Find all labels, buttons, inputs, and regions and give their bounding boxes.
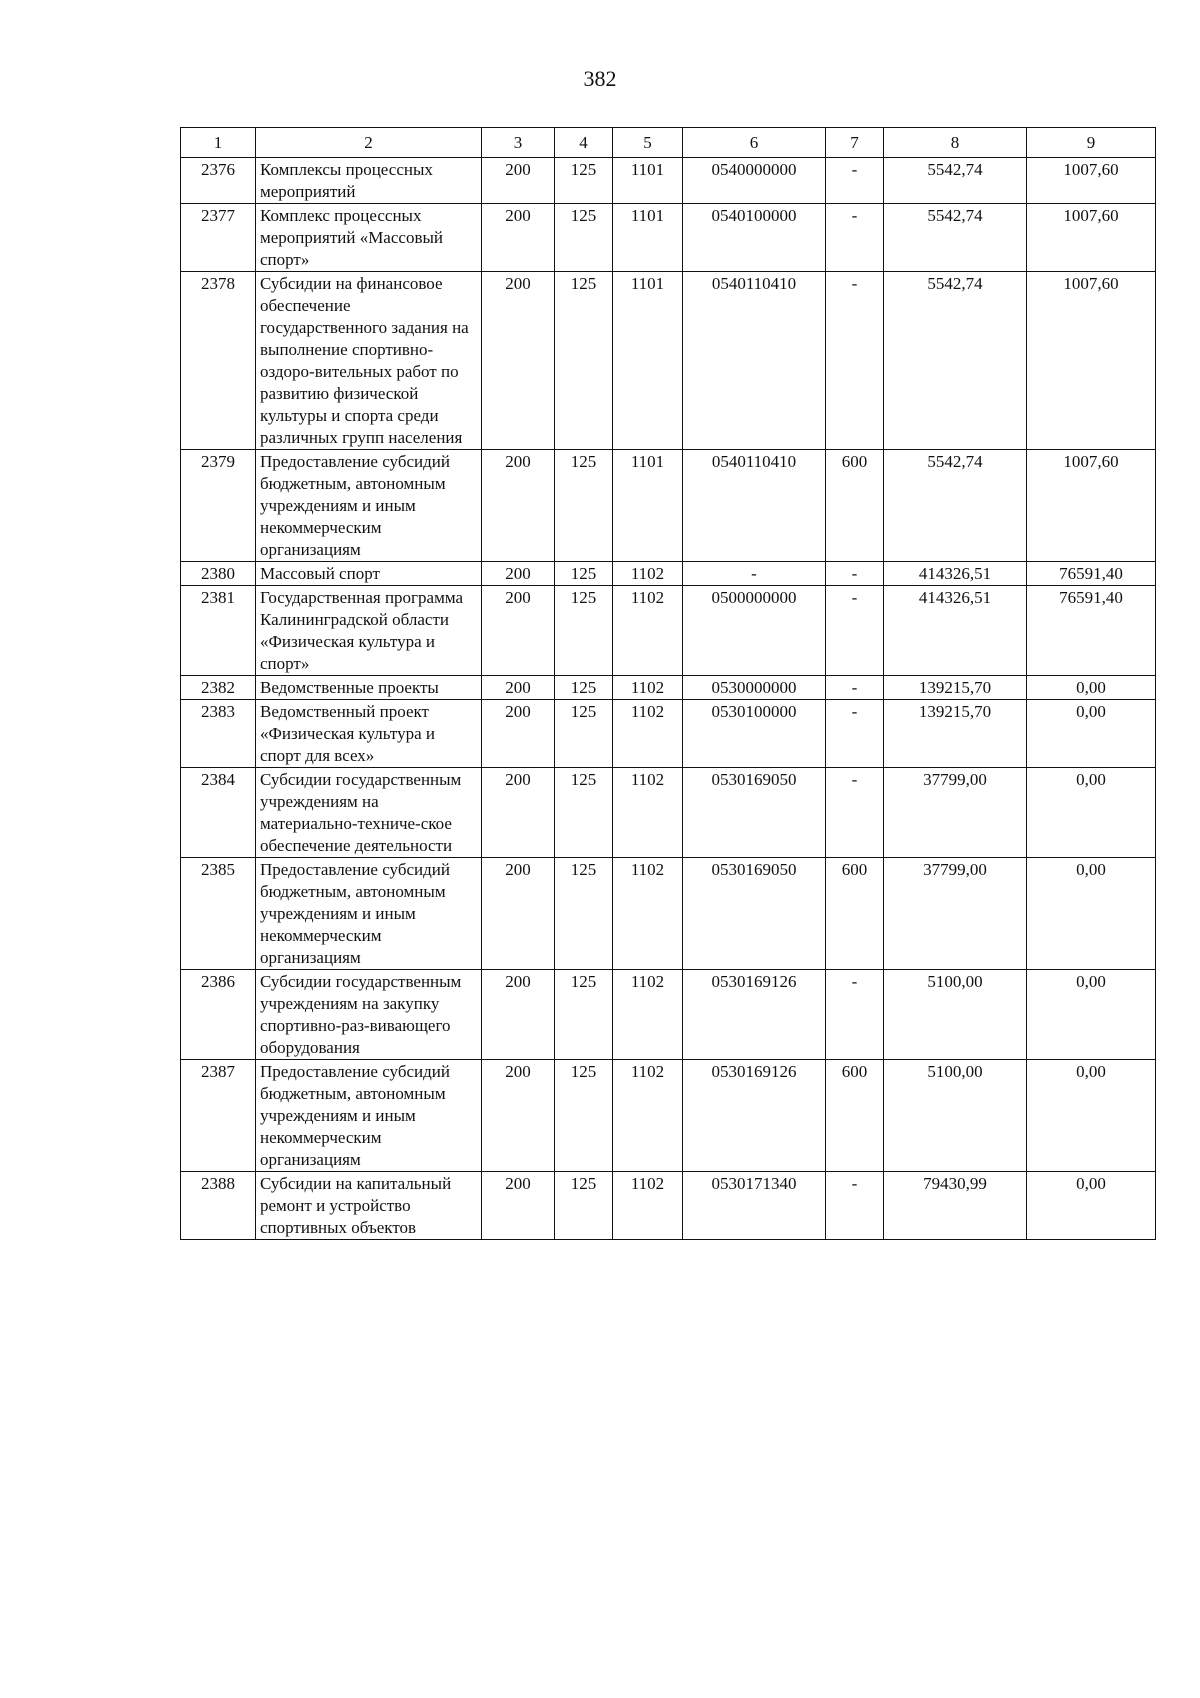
budget-table — [180, 127, 1156, 1240]
code-cell: 125 — [555, 1172, 613, 1240]
code-cell: 1102 — [613, 700, 683, 768]
row-number-cell: 2385 — [181, 858, 256, 970]
code-cell: 200 — [482, 272, 555, 450]
code-cell: 200 — [482, 586, 555, 676]
code-cell: - — [826, 970, 884, 1060]
code-cell: 125 — [555, 586, 613, 676]
amount-cell: 1007,60 — [1027, 204, 1156, 272]
code-cell: 125 — [555, 158, 613, 204]
table-row — [181, 676, 1156, 700]
row-number-cell: 2388 — [181, 1172, 256, 1240]
code-cell: 200 — [482, 450, 555, 562]
row-number-cell: 2376 — [181, 158, 256, 204]
code-cell: 125 — [555, 1060, 613, 1172]
amount-cell: 0,00 — [1027, 858, 1156, 970]
code-cell: - — [826, 562, 884, 586]
amount-cell: 5542,74 — [884, 272, 1027, 450]
code-cell: - — [826, 768, 884, 858]
column-header: 6 — [683, 128, 826, 158]
amount-cell: 414326,51 — [884, 586, 1027, 676]
code-cell: 125 — [555, 700, 613, 768]
code-cell: 1101 — [613, 204, 683, 272]
code-cell: 0540100000 — [683, 204, 826, 272]
code-cell: - — [826, 204, 884, 272]
row-name-cell: Субсидии на финансовое обеспечение государственного задания на выполнение спортивно-оздоро-вительных работ по развитию физической культуры и спорта среди различных групп населения — [256, 272, 482, 450]
table-row — [181, 858, 1156, 970]
code-cell: 200 — [482, 700, 555, 768]
row-name-cell: Массовый спорт — [256, 562, 482, 586]
table-row — [181, 562, 1156, 586]
amount-cell: 0,00 — [1027, 768, 1156, 858]
table-row — [181, 700, 1156, 768]
table-body — [181, 158, 1156, 1240]
code-cell: - — [826, 158, 884, 204]
code-cell: 1102 — [613, 586, 683, 676]
code-cell: 200 — [482, 204, 555, 272]
table-row — [181, 272, 1156, 450]
code-cell: 125 — [555, 204, 613, 272]
table-header-row — [181, 128, 1156, 158]
code-cell: - — [826, 586, 884, 676]
code-cell: 200 — [482, 858, 555, 970]
table-row — [181, 768, 1156, 858]
column-header: 1 — [181, 128, 256, 158]
amount-cell: 0,00 — [1027, 970, 1156, 1060]
table-row — [181, 970, 1156, 1060]
amount-cell: 37799,00 — [884, 768, 1027, 858]
table-row — [181, 586, 1156, 676]
code-cell: 0530169126 — [683, 970, 826, 1060]
code-cell: 125 — [555, 858, 613, 970]
code-cell: 200 — [482, 158, 555, 204]
code-cell: 1101 — [613, 272, 683, 450]
row-number-cell: 2378 — [181, 272, 256, 450]
table-row — [181, 204, 1156, 272]
row-number-cell: 2381 — [181, 586, 256, 676]
code-cell: 200 — [482, 676, 555, 700]
column-header: 3 — [482, 128, 555, 158]
code-cell: 0500000000 — [683, 586, 826, 676]
code-cell: - — [826, 1172, 884, 1240]
amount-cell: 0,00 — [1027, 1172, 1156, 1240]
table-row — [181, 158, 1156, 204]
code-cell: 0540110410 — [683, 450, 826, 562]
column-header: 8 — [884, 128, 1027, 158]
code-cell: 600 — [826, 450, 884, 562]
code-cell: 200 — [482, 1060, 555, 1172]
row-name-cell: Субсидии на капитальный ремонт и устройство спортивных объектов — [256, 1172, 482, 1240]
code-cell: 200 — [482, 768, 555, 858]
column-header: 9 — [1027, 128, 1156, 158]
amount-cell: 76591,40 — [1027, 562, 1156, 586]
amount-cell: 79430,99 — [884, 1172, 1027, 1240]
row-number-cell: 2387 — [181, 1060, 256, 1172]
column-header: 4 — [555, 128, 613, 158]
code-cell: 1102 — [613, 768, 683, 858]
code-cell: 600 — [826, 1060, 884, 1172]
row-name-cell: Предоставление субсидий бюджетным, автономным учреждениям и иным некоммерческим организациям — [256, 1060, 482, 1172]
amount-cell: 5542,74 — [884, 450, 1027, 562]
code-cell: 125 — [555, 272, 613, 450]
amount-cell: 5100,00 — [884, 970, 1027, 1060]
amount-cell: 0,00 — [1027, 676, 1156, 700]
row-name-cell: Предоставление субсидий бюджетным, автономным учреждениям и иным некоммерческим организациям — [256, 858, 482, 970]
code-cell: 125 — [555, 450, 613, 562]
code-cell: 200 — [482, 562, 555, 586]
code-cell: - — [826, 700, 884, 768]
amount-cell: 1007,60 — [1027, 158, 1156, 204]
code-cell: 1102 — [613, 676, 683, 700]
row-name-cell: Ведомственные проекты — [256, 676, 482, 700]
row-number-cell: 2379 — [181, 450, 256, 562]
row-name-cell: Субсидии государственным учреждениям на закупку спортивно-раз-вивающего оборудования — [256, 970, 482, 1060]
row-name-cell: Комплексы процессных мероприятий — [256, 158, 482, 204]
code-cell: - — [826, 676, 884, 700]
code-cell: 0530169126 — [683, 1060, 826, 1172]
row-number-cell: 2384 — [181, 768, 256, 858]
table-row — [181, 1060, 1156, 1172]
amount-cell: 0,00 — [1027, 700, 1156, 768]
table-row — [181, 450, 1156, 562]
column-header: 7 — [826, 128, 884, 158]
row-name-cell: Государственная программа Калининградской области «Физическая культура и спорт» — [256, 586, 482, 676]
code-cell: 125 — [555, 676, 613, 700]
row-number-cell: 2380 — [181, 562, 256, 586]
code-cell: - — [826, 272, 884, 450]
row-name-cell: Субсидии государственным учреждениям на материально-техниче-ское обеспечение деятельности — [256, 768, 482, 858]
code-cell: 125 — [555, 768, 613, 858]
column-header: 2 — [256, 128, 482, 158]
code-cell: 0530169050 — [683, 768, 826, 858]
amount-cell: 5100,00 — [884, 1060, 1027, 1172]
code-cell: 0540000000 — [683, 158, 826, 204]
code-cell: 1102 — [613, 562, 683, 586]
amount-cell: 0,00 — [1027, 1060, 1156, 1172]
table-row — [181, 1172, 1156, 1240]
amount-cell: 414326,51 — [884, 562, 1027, 586]
code-cell: 0530171340 — [683, 1172, 826, 1240]
row-number-cell: 2377 — [181, 204, 256, 272]
amount-cell: 76591,40 — [1027, 586, 1156, 676]
code-cell: 0530100000 — [683, 700, 826, 768]
row-number-cell: 2383 — [181, 700, 256, 768]
code-cell: 1101 — [613, 450, 683, 562]
page-number: 382 — [583, 66, 617, 91]
row-name-cell: Предоставление субсидий бюджетным, автономным учреждениям и иным некоммерческим организациям — [256, 450, 482, 562]
code-cell: 125 — [555, 562, 613, 586]
code-cell: 0530169050 — [683, 858, 826, 970]
code-cell: 1101 — [613, 158, 683, 204]
code-cell: 125 — [555, 970, 613, 1060]
row-number-cell: 2382 — [181, 676, 256, 700]
row-name-cell: Ведомственный проект «Физическая культура и спорт для всех» — [256, 700, 482, 768]
amount-cell: 5542,74 — [884, 158, 1027, 204]
code-cell: 1102 — [613, 858, 683, 970]
amount-cell: 1007,60 — [1027, 272, 1156, 450]
code-cell: 1102 — [613, 970, 683, 1060]
amount-cell: 5542,74 — [884, 204, 1027, 272]
code-cell: 200 — [482, 970, 555, 1060]
row-name-cell: Комплекс процессных мероприятий «Массовый спорт» — [256, 204, 482, 272]
row-number-cell: 2386 — [181, 970, 256, 1060]
code-cell: 0540110410 — [683, 272, 826, 450]
column-header: 5 — [613, 128, 683, 158]
code-cell: - — [683, 562, 826, 586]
amount-cell: 1007,60 — [1027, 450, 1156, 562]
amount-cell: 139215,70 — [884, 700, 1027, 768]
code-cell: 0530000000 — [683, 676, 826, 700]
code-cell: 200 — [482, 1172, 555, 1240]
code-cell: 1102 — [613, 1172, 683, 1240]
code-cell: 1102 — [613, 1060, 683, 1172]
amount-cell: 37799,00 — [884, 858, 1027, 970]
amount-cell: 139215,70 — [884, 676, 1027, 700]
code-cell: 600 — [826, 858, 884, 970]
